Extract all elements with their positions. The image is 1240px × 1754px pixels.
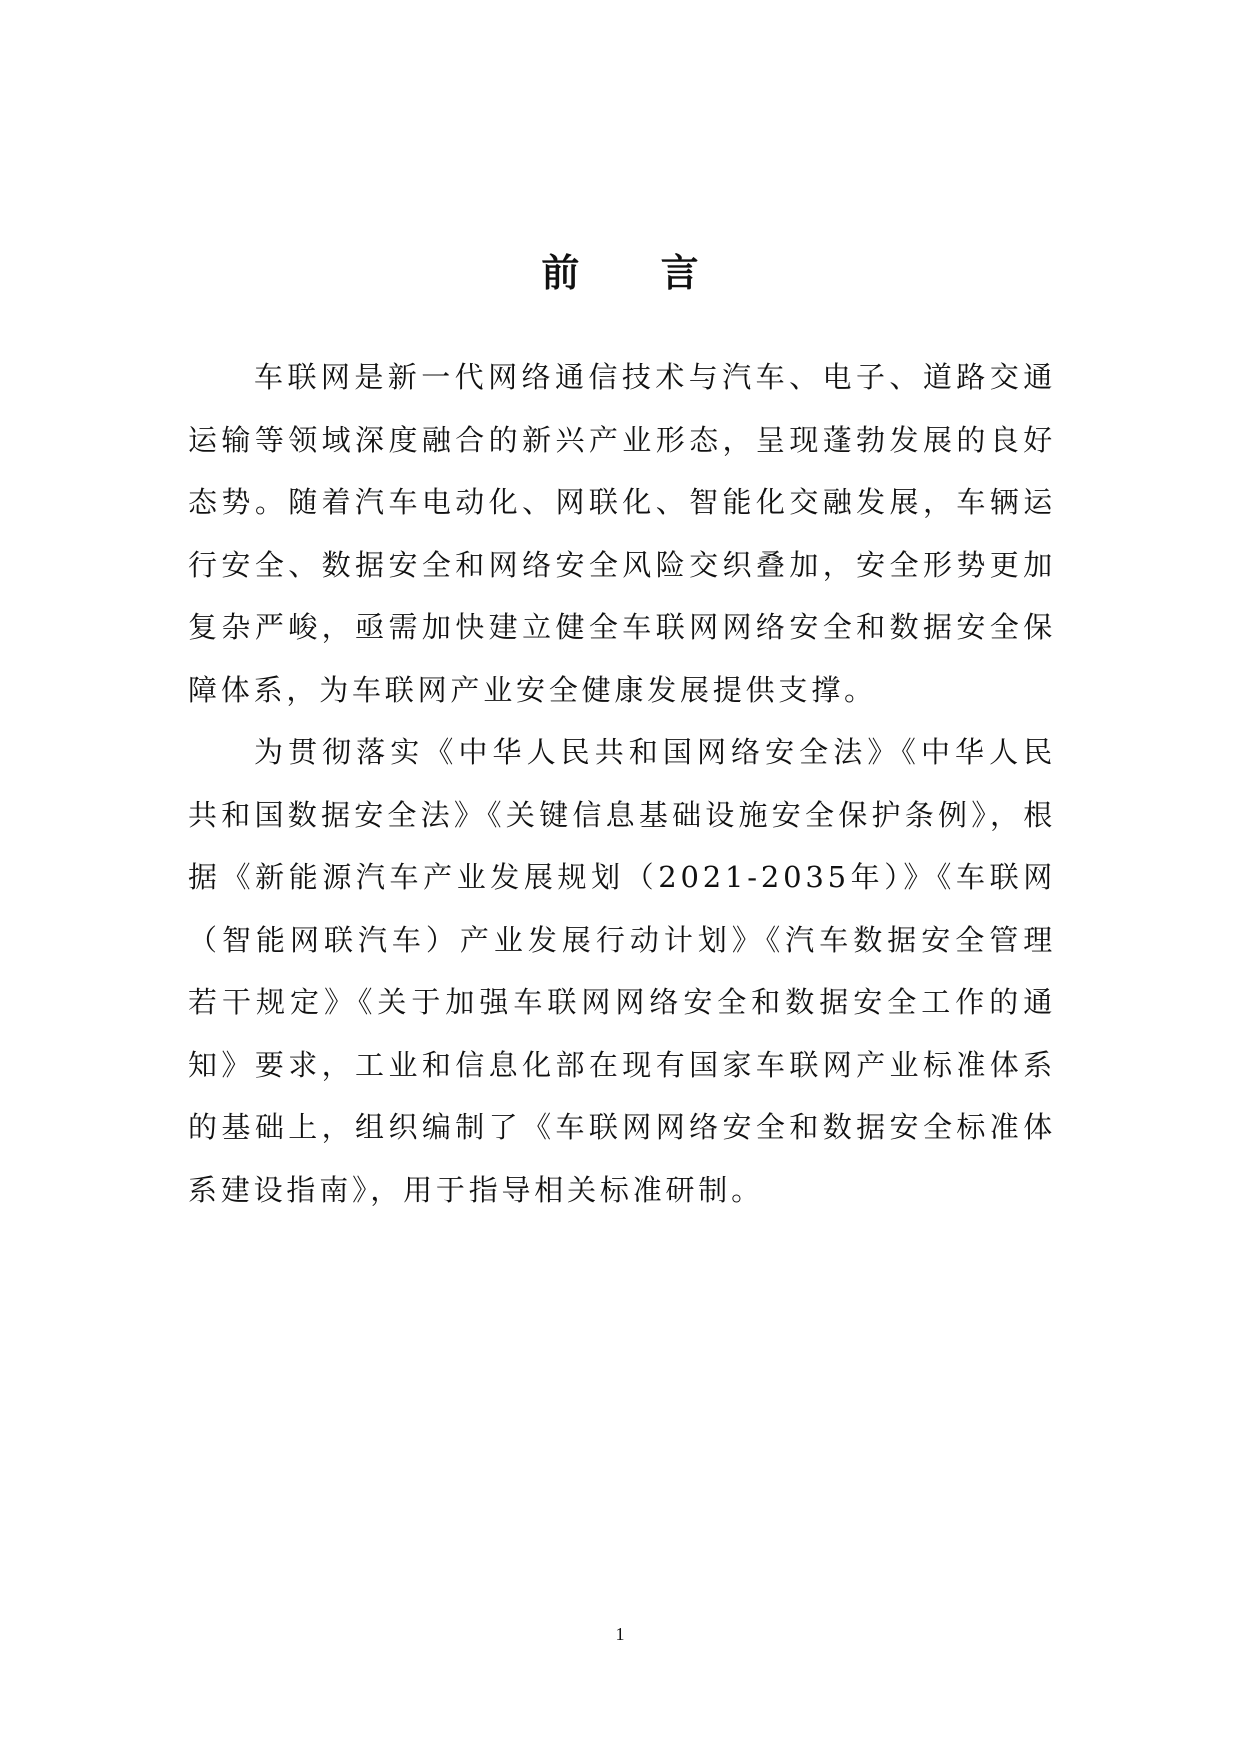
paragraph-intro: 车联网是新一代网络通信技术与汽车、电子、道路交通运输等领域深度融合的新兴产业形态，呈现蓬勃发展的良好态势。随着汽车电动化、网联化、智能化交融发展，车辆运行安全、数据安全和网络安全风险交织叠加，安全形势更加复杂严峻，亟需加快建立健全车联网网络安全和数据安全保障体系，为车联网产业安全健康发展提供支撑。 <box>188 360 1056 707</box>
document-body <box>188 346 1056 1221</box>
paragraph-purpose: 为贯彻落实《中华人民共和国网络安全法》《中华人民共和国数据安全法》《关键信息基础设施安全保护条例》，根据《新能源汽车产业发展规划（2021-2035年）》《车联网（智能网联汽车）产业发展行动计划》《汽车数据安全管理若干规定》《关于加强车联网网络安全和数据安全工作的通知》要求，工业和信息化部在现有国家车联网产业标准体系的基础上，组织编制了《车联网网络安全和数据安全标准体系建设指南》，用于指导相关标准研制。 <box>188 735 1056 1207</box>
page-title: 前 言 <box>541 250 733 296</box>
page-number: 1 <box>615 1624 625 1644</box>
